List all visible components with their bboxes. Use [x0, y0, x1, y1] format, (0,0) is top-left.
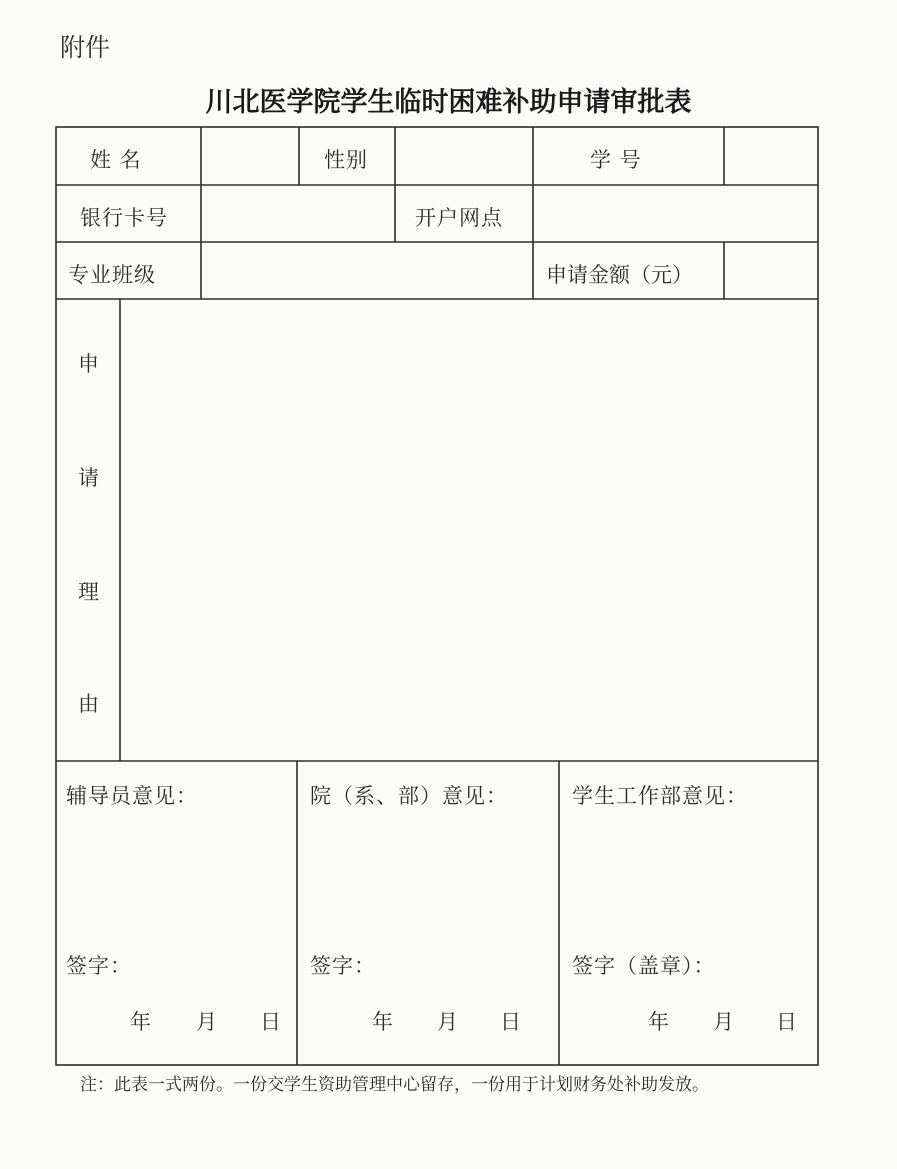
reason-char-4: 由 [78, 692, 99, 716]
name-label: 姓 名 [90, 148, 142, 172]
student-id-field[interactable] [726, 129, 816, 183]
counselor-month-label: 月 [196, 1010, 218, 1034]
counselor-opinion-label: 辅导员意见： [66, 784, 198, 808]
department-sign-label: 签字： [310, 954, 376, 978]
gender-field[interactable] [397, 129, 531, 183]
reason-char-1: 申 [78, 352, 99, 376]
form-title: 川北医学院学生临时困难补助申请审批表 [205, 87, 692, 118]
student-affairs-sign-label: 签字（盖章）： [572, 954, 716, 978]
counselor-sign-label: 签字： [66, 954, 132, 978]
department-month-label: 月 [437, 1010, 459, 1034]
department-year-label: 年 [372, 1010, 394, 1034]
gender-label: 性别 [324, 148, 368, 172]
bank-card-label: 银行卡号 [80, 206, 168, 230]
attachment-label: 附件 [60, 33, 111, 62]
reason-char-2: 请 [78, 466, 99, 490]
bank-card-field[interactable] [203, 187, 393, 240]
student-affairs-year-label: 年 [648, 1010, 670, 1034]
major-class-label: 专业班级 [68, 263, 156, 287]
reason-char-3: 理 [78, 580, 99, 604]
footnote: 注：此表一式两份。一份交学生资助管理中心留存，一份用于计划财务处补助发放。 [80, 1075, 709, 1095]
counselor-day-label: 日 [260, 1010, 282, 1034]
amount-label: 申请金额（元） [546, 263, 693, 287]
name-field[interactable] [203, 129, 297, 183]
reason-field[interactable] [122, 301, 816, 759]
student-affairs-month-label: 月 [713, 1010, 735, 1034]
student-id-label: 学 号 [590, 148, 642, 172]
student-affairs-opinion-label: 学生工作部意见： [572, 784, 748, 808]
counselor-year-label: 年 [130, 1010, 152, 1034]
department-opinion-label: 院（系、部）意见： [310, 784, 508, 808]
bank-branch-field[interactable] [535, 187, 816, 240]
bank-branch-label: 开户网点 [415, 206, 503, 230]
major-class-field[interactable] [203, 244, 531, 297]
amount-field[interactable] [726, 244, 816, 297]
student-affairs-day-label: 日 [776, 1010, 798, 1034]
department-day-label: 日 [500, 1010, 522, 1034]
